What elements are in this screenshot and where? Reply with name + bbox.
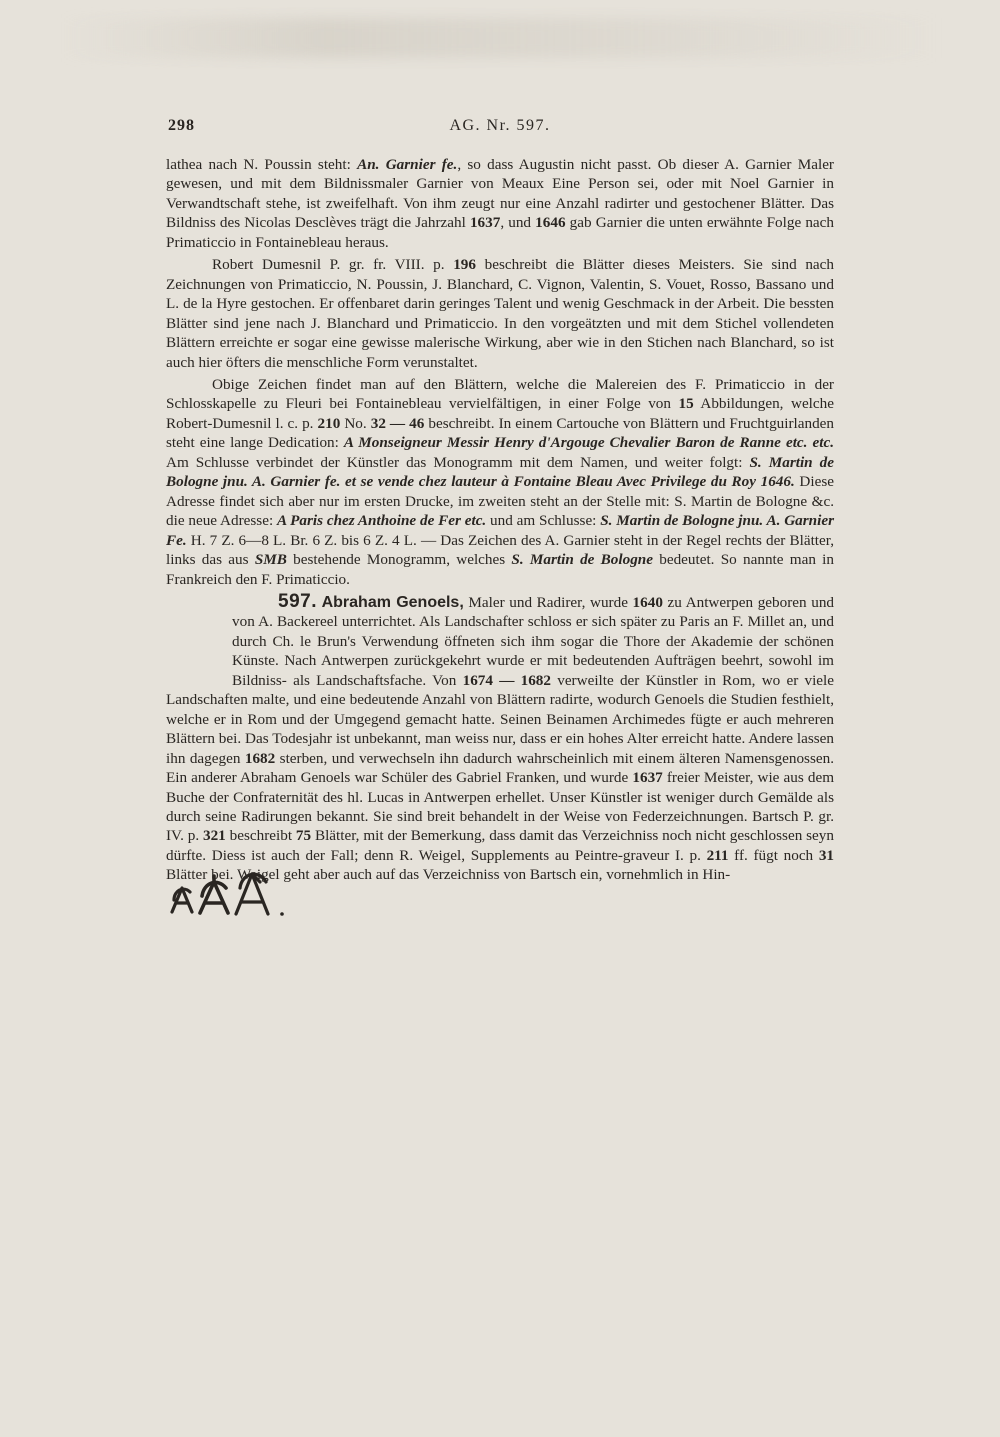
- italic-inscription: S. Martin de Bologne jnu. A. Garnier Fe.: [166, 512, 834, 549]
- text-run: beschreibt die Blätter dieses Meisters. Sie sind nach Zeichnungen von Primaticcio, N. Poussin, J. Blanchard, C. Vignon, Valentin, S. Vouet, Rosso, Bassano und L. de la Hyre gestochen. Er offenbaret darin geringes Talent und wenig Geschmack in der Arbeit. Die bessten Blätter sind jene nach J. Blanchard und Primaticcio. In den vorgeätzten und mit dem Stichel vollendeten Blättern erreichte er sogar eine gewisse malerische Wirkung, aber wie in den Stichen nach Blanchard, so ist auch hier öfters die menschliche Form verunstaltet.: [166, 256, 834, 371]
- body-text: [166, 155, 834, 885]
- year-number: 1637: [469, 214, 501, 232]
- italic-inscription: S. Martin de Bologne: [511, 551, 653, 569]
- text-run: Blätter, mit der Bemerkung, dass damit das Verzeichniss noch nicht geschlossen seyn dürfte. Diess ist auch der Fall; denn R. Weigel, Supplements au Peintre-graveur I. p.: [166, 827, 834, 864]
- paragraph-zeichen: [166, 375, 834, 589]
- text-run: verweilte der Künstler in Rom, wo er viele Landschaften malte, und eine bedeutende Anzahl von Blättern radirte, wodurch Genoels die Studien festhielt, welche er in Rom und der Umgegend gemacht hatte. Seinen Beinamen Archimedes fügte er auch mehreren Blättern bei. Das Todesjahr ist unbekannt, man weiss nur, dass er ein hohes Alter erreicht hatte. Andere lassen ihn dagegen: [166, 671, 835, 767]
- text-run: Robert Dumesnil P. gr. fr. VIII. p.: [212, 256, 454, 274]
- page-ref-number: 196: [453, 256, 476, 274]
- text-run: sterben, und verwechseln ihn dadurch wahrscheinlich mit einem älteren Namensgenossen. Ein anderer Abraham Genoels war Schüler des Gabriel Franken, und wurde: [166, 749, 834, 787]
- monogram-svg: [168, 868, 290, 926]
- text-run: Am Schlusse verbindet der Künstler das Monogramm mit dem Namen, und weiter folgt:: [166, 453, 750, 471]
- year-number: 1640: [632, 593, 663, 611]
- text-run: Obige Zeichen findet man auf den Blättern, welche die Malereien des F. Primaticcio in der Schlosskapelle zu Fleuri bei Fontainebleau vervielfältigen, in einer Folge von: [166, 375, 834, 413]
- italic-inscription: An. Garnier fe.: [357, 156, 458, 173]
- text-run: Maler und Radirer, wurde: [463, 593, 633, 611]
- entry-name: Abraham Genoels,: [321, 593, 464, 611]
- year-number: 1637: [632, 769, 663, 787]
- text-run: beschreibt. In einem Cartouche von Blättern und Fruchtguirlanden steht eine lange Dedication:: [166, 414, 835, 452]
- text-run: zu Antwerpen geboren und von A. Backereel unterrichtet. Als Landschafter schloss er sich später zu Paris an F. Millet an, und durch Ch. le Brun's Verwendung öffneten sich ihm sogar die Thore der Akademie der schönen Künste. Nach Antwerpen zurückgekehrt wurde er mit bedeutenden Aufträgen beehrt, sowohl im Bildniss- als Landschaftsfache. Von: [232, 593, 835, 689]
- text-run: und am Schlusse:: [486, 512, 601, 530]
- count-number: 75: [295, 827, 312, 845]
- italic-inscription: S. Martin de Bologne jnu. A. Garnier fe. et se vende chez lauteur à Fontaine Bleau Avec Privilege du Roy 1646.: [166, 453, 834, 491]
- text-run: lathea nach N. Poussin steht:: [166, 156, 358, 173]
- italic-inscription: SMB: [254, 551, 287, 569]
- text-run: bedeutet. So nannte man in Frankreich den F. Primaticcio.: [166, 551, 834, 588]
- italic-inscription: A Monseigneur Messir Henry d'Argouge Chevalier Baron de Ranne etc. etc.: [343, 434, 834, 452]
- range-number: 1674 — 1682: [462, 671, 551, 689]
- page-ref-number: 321: [202, 827, 226, 845]
- genoels-monogram-icon: [168, 868, 290, 926]
- monogram-spacer: [120, 614, 232, 672]
- scan-smudge: [60, 18, 940, 58]
- page-ref-number: 211: [706, 846, 729, 864]
- text-run: gab Garnier die unten erwähnte Folge nach Primaticcio in Fontainebleau heraus.: [166, 214, 835, 251]
- range-number: 32 — 46: [370, 414, 425, 432]
- year-number: 1682: [244, 749, 276, 767]
- page-number: 298: [168, 117, 195, 134]
- text-run: Diese Adresse findet sich aber nur im ersten Drucke, im zweiten steht an der Stelle mit: S. Martin de Bologne &c. die neue Adresse:: [166, 473, 834, 530]
- text-run: freier Meister, wie aus dem Buche der Confraternität des hl. Lucas in Antwerpen erhellet. Unser Künstler ist weniger durch Gemälde als durch seine Radirungen bekannt. Sie sind breit behandelt in der Weise von Federzeichnungen. Bartsch P. gr. IV. p.: [166, 769, 835, 845]
- paragraph-garnier-continued: [166, 155, 834, 252]
- italic-inscription: A Paris chez Anthoine de Fer etc.: [276, 512, 487, 530]
- text-run: bestehende Monogramm, welches: [286, 551, 512, 569]
- count-number: 31: [818, 846, 835, 864]
- text-run: H. 7 Z. 6—8 L. Br. 6 Z. bis 6 Z. 4 L. — Das Zeichen des A. Garnier steht in der Regel rechts der Blätter, links das aus: [166, 531, 834, 569]
- text-run: , so dass Augustin nicht passt. Ob dieser A. Garnier Maler gewesen, und mit dem Bildnissmaler Garnier von Meaux Eine Person sei, oder mit Noel Garnier in Verwandtschaft stehe, ist zweifelhaft. Von ihm zeugt nur eine Anzahl radirter und gestochener Blätter. Das Bildniss des Nicolas Desclèves trägt die Jahrzahl: [166, 156, 834, 232]
- text-run: beschreibt: [225, 827, 296, 845]
- text-run: No.: [340, 414, 371, 432]
- text-run: , und: [500, 214, 536, 232]
- entry-597-genoels: [166, 592, 834, 885]
- running-head: AG. Nr. 597.: [449, 117, 551, 134]
- entry-number: 597.: [278, 590, 317, 612]
- text-run: Abbildungen, welche Robert-Dumesnil l. c. p.: [166, 395, 834, 432]
- count-number: 15: [678, 395, 694, 413]
- page-ref-number: 210: [317, 414, 341, 432]
- text-run: Blätter bei. Weigel geht aber auch auf das Verzeichniss von Bartsch ein, vornehmlich in Hin-: [166, 866, 731, 884]
- text-run: ff. fügt noch: [728, 846, 819, 864]
- page-header: [168, 117, 832, 139]
- year-number: 1646: [535, 214, 566, 232]
- paragraph-dumesnil: [166, 255, 834, 372]
